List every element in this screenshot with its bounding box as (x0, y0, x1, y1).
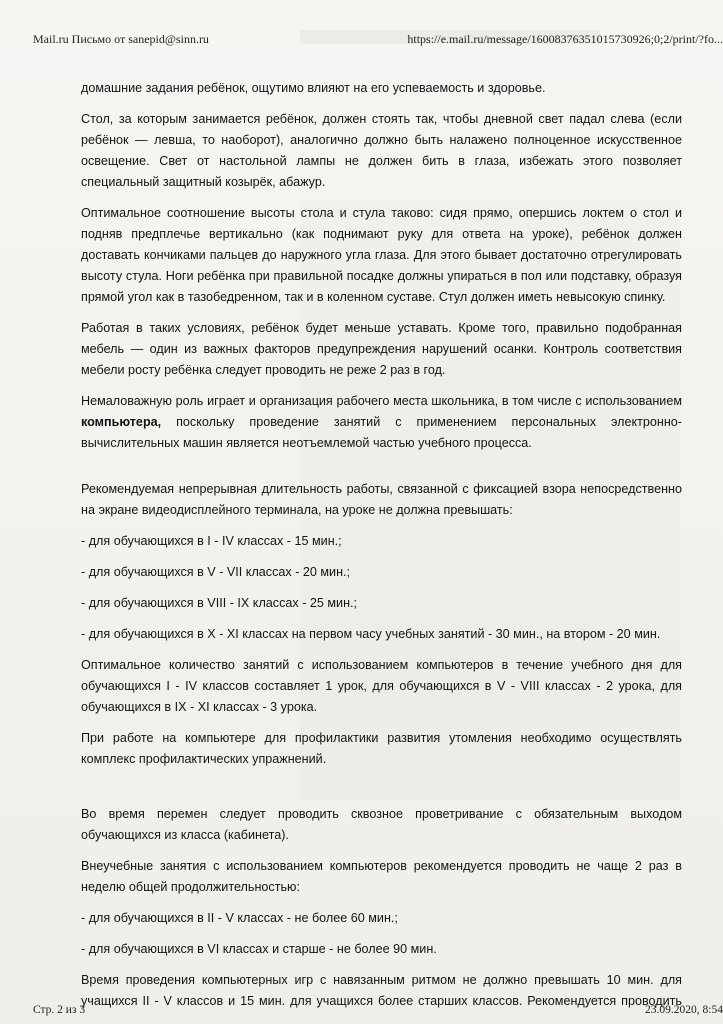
paragraph: домашние задания ребёнок, ощутимо влияют на его успеваемость и здоровье. (81, 81, 546, 95)
print-header-url: https://e.mail.ru/message/16008376351015730926;0;2/print/?fo... (407, 32, 723, 46)
print-header-title: Mail.ru Письмо от sanepid@sinn.ru (33, 32, 209, 46)
list-item: - для обучающихся в II - V классах - не более 60 мин.; (81, 911, 398, 925)
paragraph: Во время перемен следует проводить сквозное проветривание с обязательным выходом обучающихся из класса (кабинета). (81, 807, 682, 842)
page-number: Стр. 2 из 3 (33, 1004, 86, 1016)
paragraph-computer (81, 391, 682, 454)
paragraph: Работая в таких условиях, ребёнок будет меньше уставать. Кроме того, правильно подобранная мебель — один из важных факторов предупреждения нарушений осанки. Контроль соответствия мебели росту ребёнка следует проводить не реже 2 раз в год. (81, 321, 682, 377)
list-item: - для обучающихся в VIII - IX классах - 25 мин.; (81, 596, 358, 610)
text-run: Немаловажную роль играет и организация рабочего места школьника, в том числе с использованием (81, 394, 682, 408)
paragraph: Оптимальное соотношение высоты стола и стула таково: сидя прямо, опершись локтем о стол и подняв предплечье вертикально (как поднимают руку для ответа на уроке), ребёнок должен доставать кончиками пальцев до наружного угла глаза. Для этого бывает достаточно отрегулировать высоту стула. Ноги ребёнка при правильной посадке должны упираться в пол или подставку, образуя прямой угол как в тазобедренном, так и в коленном суставе. Стул должен иметь невысокую спинку. (81, 206, 682, 304)
document-body (81, 78, 682, 1012)
list-item: - для обучающихся в V - VII классах - 20 мин.; (81, 565, 351, 579)
paragraph: Внеучебные занятия с использованием компьютеров рекомендуется проводить не чаще 2 раз в неделю общей продолжительностью: (81, 859, 682, 894)
paragraph: Стол, за которым занимается ребёнок, должен стоять так, чтобы дневной свет падал слева (если ребёнок — левша, то наоборот), аналогично должно быть налажено полноценное искусственное освещение. Свет от настольной лампы не должен бить в глаза, избежать этого позволяет специальный защитный козырёк, абажур. (81, 112, 682, 189)
print-timestamp: 23.09.2020, 8:54 (645, 1004, 723, 1016)
list-item: - для обучающихся в VI классах и старше - не более 90 мин. (81, 942, 437, 956)
paragraph: При работе на компьютере для профилактики развития утомления необходимо осуществлять комплекс профилактических упражнений. (81, 731, 682, 766)
list-item: - для обучающихся в I - IV классах - 15 мин.; (81, 534, 342, 548)
paragraph: Время проведения компьютерных игр с навязанным ритмом не должно превышать 10 мин. для учащихся II - V классов и 15 мин. для учащихся более старших классов. Рекомендуется проводить (81, 973, 682, 1008)
text-run: поскольку проведение занятий с применением персональных электронно-вычислительных машин является неотъемлемой частью учебного процесса. (81, 415, 682, 450)
bold-term: компьютера, (81, 415, 162, 429)
paragraph: Рекомендуемая непрерывная длительность работы, связанной с фиксацией взора непосредственно на экране видеодисплейного терминала, на уроке не должна превышать: (81, 482, 682, 517)
list-item: - для обучающихся в X - XI классах на первом часу учебных занятий - 30 мин., на втором - 20 мин. (81, 627, 661, 641)
paragraph: Оптимальное количество занятий с использованием компьютеров в течение учебного дня для обучающихся I - IV классов составляет 1 урок, для обучающихся в V - VIII классах - 2 урока, для обучающихся в IX - XI классах - 3 урока. (81, 658, 682, 714)
